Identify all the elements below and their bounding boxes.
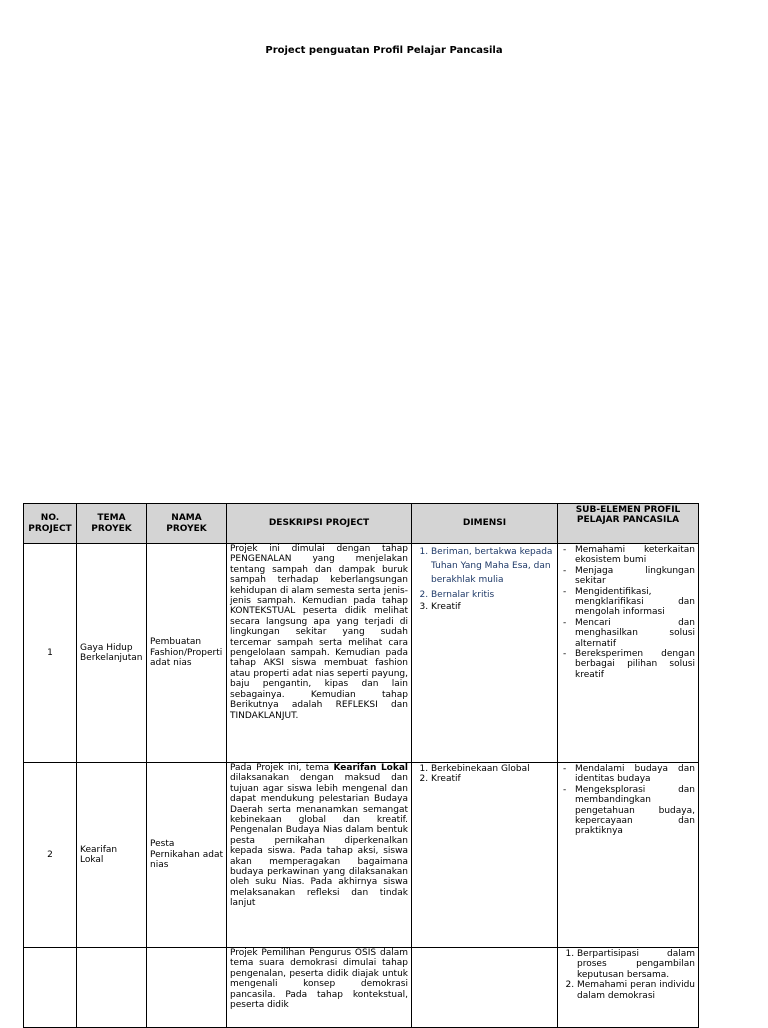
header-no: NO. PROJECT <box>24 504 77 544</box>
row-no: 1 <box>24 544 77 763</box>
dimensi-list <box>415 764 554 785</box>
row-dimensi <box>412 948 558 1028</box>
desc-text: Pada Projek ini, tema <box>230 763 334 773</box>
list-item: - Mendalami budaya dan identitas budaya <box>575 764 695 785</box>
row-deskripsi: Projek ini dimulai dengan tahap PENGENALAN yang menjelakan tentang sampah dan dampak buruk sampah terhadap keberlangsungan kehidupan di alam semesta serta jenis-jenis sampah. Kemudian pada tahap KONTEKSTUAL peserta didik melihat secara langsung apa yang terjadi di lingkungan sekitar yang sudah tercemar sampah serta melihat cara pengelolaan sampah. Kemudian pada tahap AKSI siswa membuat fashion atau properti adat nias seperti payung, baju pengantin, kipas dan lain sebagainya. Kemudian tahap Berikutnya adalah REFLEKSI dan TINDAKLANJUT. <box>227 544 412 763</box>
list-item: - Mengidentifikasi, mengklarifikasi dan mengolah informasi <box>575 587 695 618</box>
row-dimensi <box>412 544 558 763</box>
project-table-wrapper <box>23 503 698 1028</box>
row-tema <box>77 948 147 1028</box>
header-dimensi: DIMENSI <box>412 504 558 544</box>
header-row <box>24 504 699 544</box>
list-item: 2. Memahami peran individu dalam demokrasi <box>577 980 695 1001</box>
desc-text: dilaksanakan dengan maksud dan tujuan agar siswa lebih mengenal dan dapat mendukung pelestarian Budaya Daerah serta menanamkan semangat kebinekaan global dan kreatif. Pengenalan Budaya Nias dalam bentuk pesta pernikahan diperkenalkan kepada siswa. Pada tahap aksi, siswa akan memperagakan bagaimana budaya perkawinan yang dilaksanakan oleh suku Nias. Pada akhirnya siswa melaksanakan refleksi dan tindak lanjut <box>230 773 408 909</box>
dimensi-list <box>415 545 554 612</box>
table-row <box>24 763 699 948</box>
table-row <box>24 948 699 1028</box>
sub-elemen-list <box>561 949 695 1001</box>
row-no: 2 <box>24 763 77 948</box>
sub-elemen-list <box>561 764 695 837</box>
desc-bold-text: Kearifan Lokal <box>333 763 409 773</box>
row-dimensi <box>412 763 558 948</box>
list-item: 3. Kreatif <box>431 602 554 612</box>
row-no <box>24 948 77 1028</box>
row-tema: Gaya Hidup Berkelanjutan <box>77 544 147 763</box>
list-item: 1. Berkebinekaan Global <box>431 764 554 774</box>
list-item: 1. Berpartisipasi dalam proses pengambilan keputusan bersama. <box>577 949 695 980</box>
list-item: - Mengeksplorasi dan membandingkan pengetahuan budaya, kepercayaan dan praktiknya <box>575 785 695 837</box>
row-nama <box>147 948 227 1028</box>
row-nama: Pesta Pernikahan adat nias <box>147 763 227 948</box>
table-row <box>24 544 699 763</box>
document-title: Project penguatan Profil Pelajar Pancasila <box>265 45 503 56</box>
row-deskripsi <box>227 763 412 948</box>
row-sub-elemen <box>558 948 699 1028</box>
list-item: - Mencari dan menghasilkan solusi alternatif <box>575 618 695 649</box>
row-tema: Kearifan Lokal <box>77 763 147 948</box>
row-deskripsi: Projek Pemilihan Pengurus OSIS dalam tema suara demokrasi dimulai tahap pengenalan, peserta didik diajak untuk mengenali konsep demokrasi pancasila. Pada tahap kontekstual, peserta didik <box>227 948 412 1028</box>
list-item: - Menjaga lingkungan sekitar <box>575 566 695 587</box>
list-item: 2. Kreatif <box>431 774 554 784</box>
sub-elemen-list <box>561 545 695 680</box>
project-table <box>23 503 699 1028</box>
header-deskripsi: DESKRIPSI PROJECT <box>227 504 412 544</box>
row-sub-elemen <box>558 763 699 948</box>
header-nama: NAMA PROYEK <box>147 504 227 544</box>
header-sub-elemen: SUB-ELEMEN PROFIL PELAJAR PANCASILA <box>558 504 699 544</box>
header-tema: TEMA PROYEK <box>77 504 147 544</box>
list-item: 2. Bernalar kritis <box>431 588 554 602</box>
row-nama: Pembuatan Fashion/Properti adat nias <box>147 544 227 763</box>
row-sub-elemen <box>558 544 699 763</box>
list-item: 1. Beriman, bertakwa kepada Tuhan Yang Maha Esa, dan berakhlak mulia <box>431 545 554 588</box>
list-item: - Memahami keterkaitan ekosistem bumi <box>575 545 695 566</box>
list-item: - Bereksperimen dengan berbagai pilihan solusi kreatif <box>575 649 695 680</box>
